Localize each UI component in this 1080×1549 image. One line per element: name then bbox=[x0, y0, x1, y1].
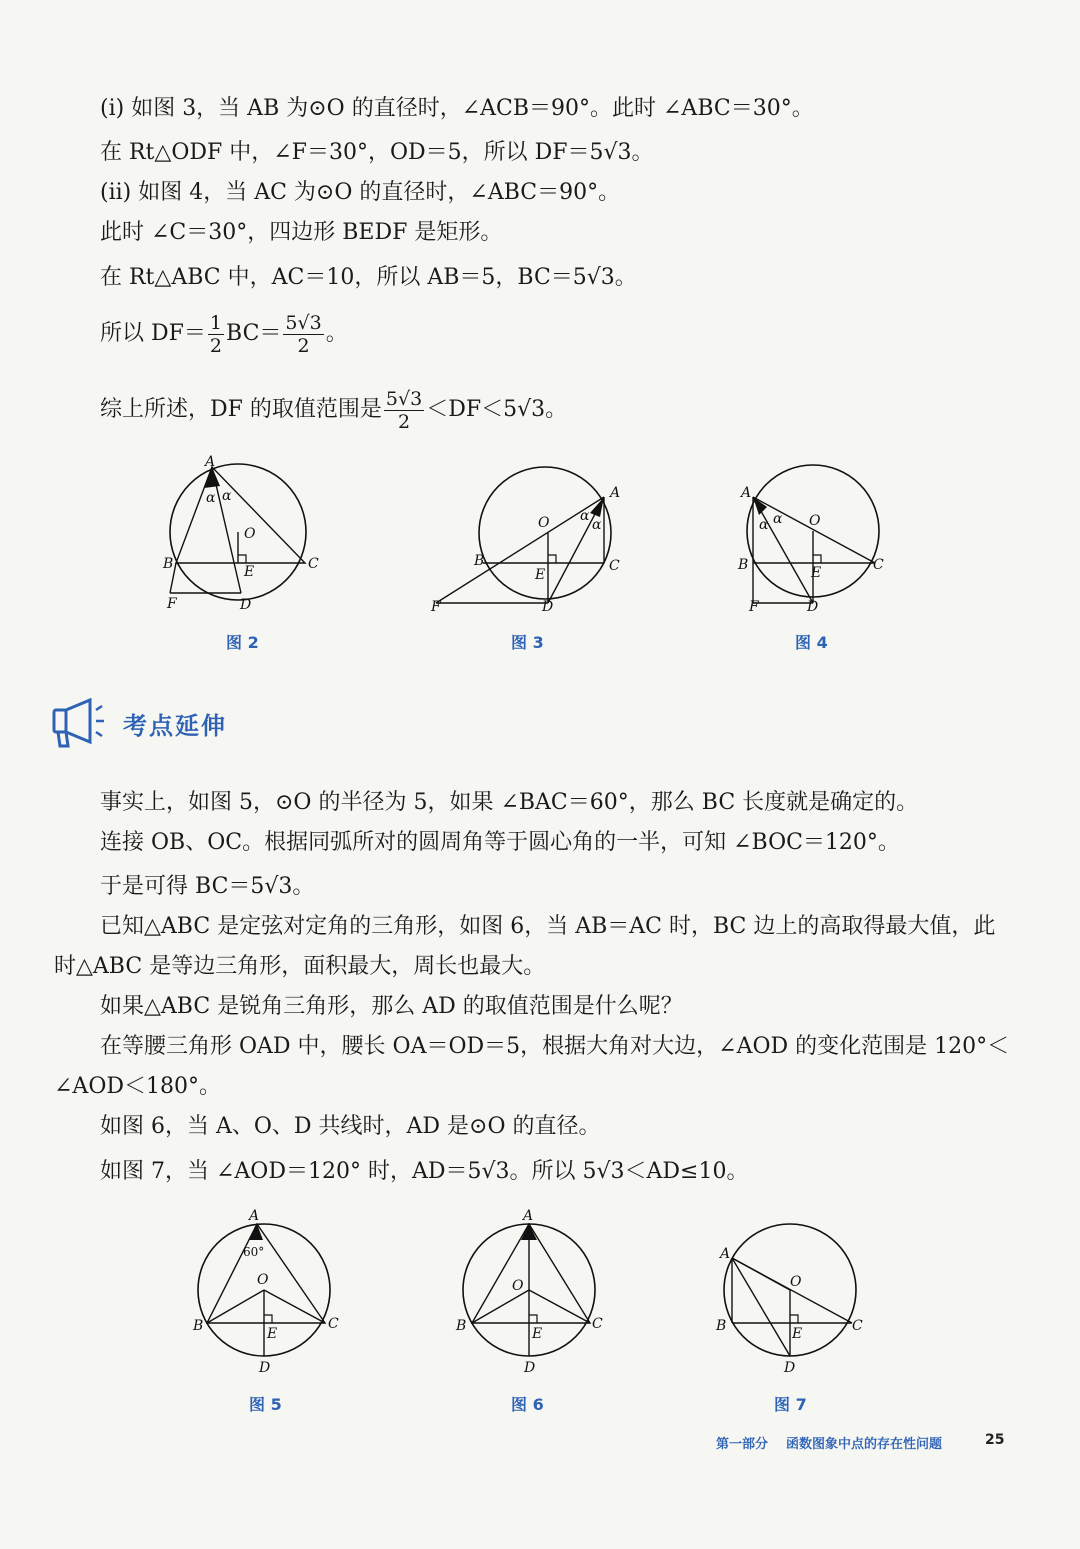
fig5-label-a: A bbox=[249, 1208, 260, 1224]
extension-paragraph-5: 如果△ABC 是锐角三角形，那么 AD 的取值范围是什么呢？ bbox=[100, 994, 683, 1019]
fig5-label-o: O bbox=[257, 1272, 269, 1288]
solution-conclusion bbox=[100, 382, 567, 438]
fraction-five-root-three-over-two bbox=[283, 312, 323, 357]
fig2-label-f: F bbox=[167, 596, 177, 612]
extension-paragraph-4b: 时△ABC 是等边三角形，面积最大，周长也最大。 bbox=[54, 954, 546, 979]
line6-mid: BC＝ bbox=[226, 321, 282, 346]
solution-line-3: (ii) 如图 4，当 AC 为⊙O 的直径时，∠ABC＝90°。 bbox=[100, 180, 621, 205]
line6-prefix: 所以 DF＝ bbox=[100, 321, 206, 346]
extension-paragraph-7: 如图 6，当 A、O、D 共线时，AD 是⊙O 的直径。 bbox=[100, 1114, 601, 1139]
fig6-label-e: E bbox=[532, 1326, 543, 1342]
footer-part: 第一部分 bbox=[716, 1437, 769, 1452]
fig4-label-a: A bbox=[741, 485, 752, 501]
line6-suffix: 。 bbox=[325, 321, 348, 346]
fraction-half-denominator: 2 bbox=[209, 334, 222, 357]
fig6-label-o: O bbox=[512, 1278, 524, 1294]
page-number: 25 bbox=[985, 1432, 1005, 1448]
fig3-label-a: A bbox=[610, 485, 621, 501]
fig4-label-alpha-2: α bbox=[773, 511, 783, 527]
fig5-label-b: B bbox=[193, 1318, 204, 1334]
fig6-label-b: B bbox=[456, 1318, 467, 1334]
extension-paragraph-6b: ∠AOD＜180°。 bbox=[54, 1074, 221, 1099]
solution-line-6 bbox=[100, 306, 348, 362]
fig3-label-f: F bbox=[431, 599, 441, 615]
fig7-label-b: B bbox=[716, 1318, 727, 1334]
figure-4-caption: 图 4 bbox=[795, 633, 828, 652]
extension-paragraph-2: 连接 OB、OC。根据同弧所对的圆周角等于圆心角的一半，可知 ∠BOC＝120°。 bbox=[100, 830, 900, 855]
figure-4-diagram bbox=[735, 455, 900, 620]
fig2-label-d: D bbox=[240, 597, 252, 613]
fig2-label-a: A bbox=[205, 454, 216, 470]
fig4-label-f: F bbox=[749, 599, 759, 615]
extension-paragraph-4a: 已知△ABC 是定弦对定角的三角形，如图 6，当 AB＝AC 时，BC 边上的高取得最大值，此 bbox=[100, 914, 996, 939]
fraction-lower-denominator: 2 bbox=[398, 410, 411, 433]
fig2-label-e: E bbox=[244, 564, 255, 580]
megaphone-icon bbox=[50, 698, 112, 750]
figure-7-diagram bbox=[712, 1200, 872, 1380]
figure-5-diagram bbox=[185, 1200, 345, 1380]
extension-paragraph-6a: 在等腰三角形 OAD 中，腰长 OA＝OD＝5，根据大角对大边，∠AOD 的变化范围是 120°＜ bbox=[100, 1034, 1010, 1059]
fig3-label-b: B bbox=[474, 553, 485, 569]
fig7-label-c: C bbox=[852, 1318, 863, 1334]
fraction-numerator: 5√3 bbox=[285, 311, 322, 334]
footer-chapter: 函数图象中点的存在性问题 bbox=[786, 1437, 943, 1452]
fig4-label-o: O bbox=[809, 513, 821, 529]
extension-paragraph-1: 事实上，如图 5，⊙O 的半径为 5，如果 ∠BAC＝60°，那么 BC 长度就是确定的。 bbox=[100, 790, 919, 815]
fig3-label-e: E bbox=[535, 567, 546, 583]
fig6-label-d: D bbox=[524, 1360, 536, 1376]
figure-6-diagram bbox=[450, 1200, 610, 1380]
fig6-label-a: A bbox=[523, 1208, 534, 1224]
fig3-label-o: O bbox=[538, 515, 550, 531]
fig3-label-d: D bbox=[542, 599, 554, 615]
fig7-label-a: A bbox=[720, 1246, 731, 1262]
fig4-label-b: B bbox=[738, 557, 749, 573]
fig5-label-d: D bbox=[259, 1360, 271, 1376]
fraction-denominator: 2 bbox=[297, 334, 310, 357]
solution-line-2: 在 Rt△ODF 中，∠F＝30°，OD＝5，所以 DF＝5√3。 bbox=[100, 140, 654, 165]
fig3-label-alpha-2: α bbox=[592, 517, 602, 533]
fig5-label-e: E bbox=[267, 1326, 278, 1342]
solution-line-4: 此时 ∠C＝30°，四边形 BEDF 是矩形。 bbox=[100, 220, 503, 245]
fig5-label-angle: 60° bbox=[243, 1245, 265, 1259]
fig3-label-c: C bbox=[609, 558, 620, 574]
fig7-label-e: E bbox=[792, 1326, 803, 1342]
figure-3-diagram bbox=[428, 455, 628, 620]
fig7-label-d: D bbox=[784, 1360, 796, 1376]
figure-2-caption: 图 2 bbox=[226, 633, 259, 652]
section-title: 考点延伸 bbox=[123, 712, 227, 740]
fig2-label-b: B bbox=[163, 556, 174, 572]
conclusion-prefix: 综上所述，DF 的取值范围是 bbox=[100, 397, 382, 422]
figure-7-caption: 图 7 bbox=[774, 1395, 807, 1414]
fraction-lower-bound bbox=[384, 388, 424, 433]
fig5-label-c: C bbox=[328, 1316, 339, 1332]
fig4-label-e: E bbox=[811, 565, 822, 581]
fig7-label-o: O bbox=[790, 1274, 802, 1290]
fig3-label-alpha-1: α bbox=[580, 508, 590, 524]
fraction-lower-numerator: 5√3 bbox=[385, 387, 423, 410]
figure-2-diagram bbox=[160, 450, 330, 620]
fig4-label-alpha-1: α bbox=[759, 517, 769, 533]
solution-line-1: (i) 如图 3，当 AB 为⊙O 的直径时，∠ACB＝90°。此时 ∠ABC＝30°。 bbox=[100, 96, 814, 121]
figure-6-caption: 图 6 bbox=[511, 1395, 544, 1414]
conclusion-suffix: ＜DF＜5√3。 bbox=[426, 397, 568, 422]
fig2-label-c: C bbox=[308, 556, 319, 572]
fraction-half bbox=[208, 312, 224, 357]
fig4-label-d: D bbox=[807, 599, 819, 615]
figure-5-caption: 图 5 bbox=[249, 1395, 282, 1414]
fig6-label-c: C bbox=[592, 1316, 603, 1332]
fig2-label-o: O bbox=[244, 526, 256, 542]
figure-3-caption: 图 3 bbox=[511, 633, 544, 652]
fig2-label-alpha-1: α bbox=[206, 490, 216, 506]
extension-paragraph-8: 如图 7，当 ∠AOD＝120° 时，AD＝5√3。所以 5√3＜AD≤10。 bbox=[100, 1159, 749, 1184]
fig2-label-alpha-2: α bbox=[222, 488, 232, 504]
fraction-half-numerator: 1 bbox=[209, 311, 222, 334]
solution-line-5: 在 Rt△ABC 中，AC＝10，所以 AB＝5，BC＝5√3。 bbox=[100, 265, 637, 290]
fig4-label-c: C bbox=[873, 557, 884, 573]
extension-paragraph-3: 于是可得 BC＝5√3。 bbox=[100, 874, 315, 899]
